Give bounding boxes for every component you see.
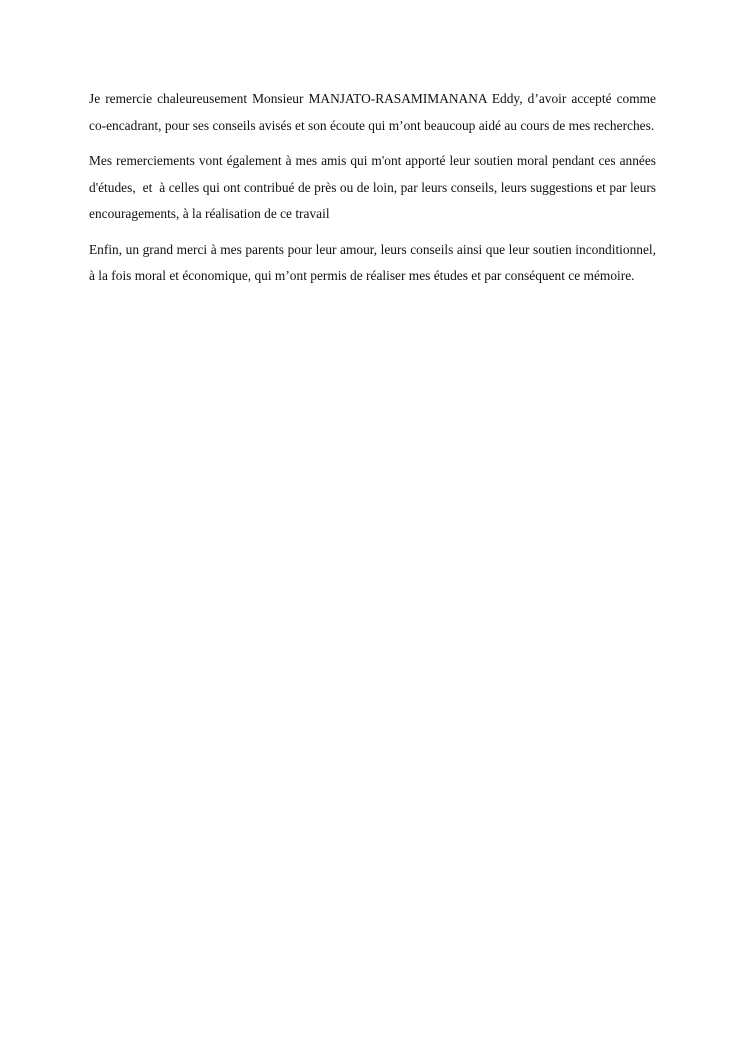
paragraph-co-supervisor-thanks: Je remercie chaleureusement Monsieur MANJATO-RASAMIMANANA Eddy, d’avoir accepté comme co-encadrant, pour ses conseils avisés et son écoute qui m’ont beaucoup aidé au cours de mes recherches. — [89, 91, 660, 133]
paragraph-parents-thanks: Enfin, un grand merci à mes parents pour leur amour, leurs conseils ainsi que leur soutien inconditionnel, à la fois moral et économique, qui m’ont permis de réaliser mes études et par conséquent ce mémoire. — [89, 241, 660, 283]
acknowledgements-body — [89, 86, 660, 299]
paragraph-friends-thanks: Mes remerciements vont également à mes amis qui m'ont apporté leur soutien moral pendant ces années d'études, et à celles qui ont contribué de près ou de loin, par leurs conseils, leurs suggestions et par leurs encouragements, à la réalisation de ce travail — [89, 153, 660, 221]
